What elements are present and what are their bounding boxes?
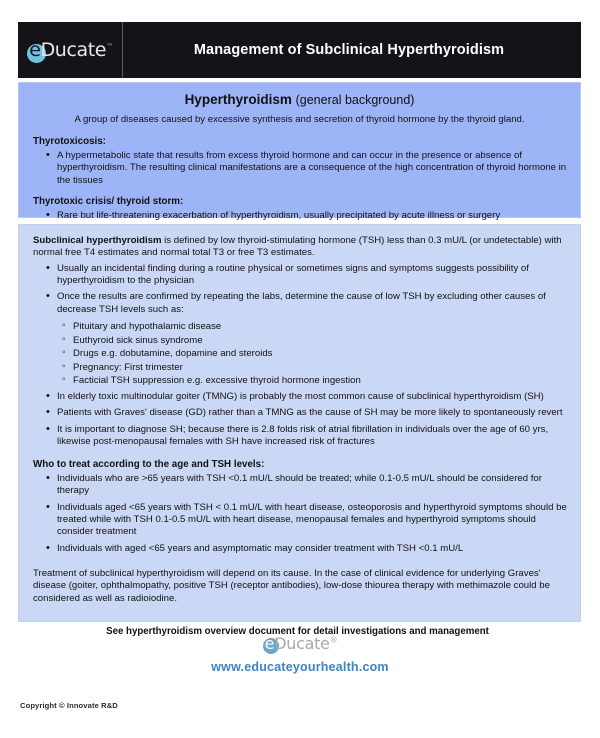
list-item: • A hypermetabolic state that results from excess thyroid hormone and can occur in the presence or absence of hyperthyroidism. The resulting clinical manifestations are a consequence of the high concentration of thyroid hormone in the tissues bbox=[57, 150, 568, 187]
general-background-panel bbox=[18, 82, 581, 221]
list-item: • Rare but life-threatening exacerbation of hyperthyroidism, usually precipitated by acute illness or surgery bbox=[57, 210, 568, 222]
footer-educate-logo-mark bbox=[263, 636, 338, 653]
subclinical-hyperthyroidism-panel bbox=[18, 224, 581, 638]
page-title: Management of Subclinical Hyperthyroidism bbox=[193, 42, 505, 58]
logo-lead-letter: e bbox=[29, 38, 41, 61]
header-logo bbox=[18, 22, 122, 78]
section-title-sub: (general background) bbox=[295, 93, 415, 107]
logo-rest-text: Ducate bbox=[40, 38, 107, 61]
header-title-container bbox=[123, 42, 581, 58]
copyright-notice: Copyright © Innovate R&D bbox=[20, 701, 118, 710]
list-sh-etiology-notes bbox=[31, 391, 568, 448]
section-subtitle: A group of diseases caused by excessive synthesis and secretion of thyroid hormone by the thyroid gland. bbox=[74, 114, 525, 125]
logo-wordmark bbox=[29, 39, 112, 61]
footer-logo bbox=[0, 636, 600, 654]
footer-website-url[interactable]: www.educateyourhealth.com bbox=[211, 660, 389, 674]
footer-registered-icon: ® bbox=[329, 635, 338, 645]
list-item: • Usually an incidental finding during a routine physical or sometimes signs and symptoms suggests possibility of hyperthyroidism to the physician bbox=[57, 263, 568, 288]
logo-trademark-icon: ™ bbox=[106, 42, 113, 51]
list-item: • Individuals with aged <65 years and asymptomatic may consider treatment with TSH <0.1 mU/L bbox=[57, 543, 568, 555]
list-item: • In elderly toxic multinodular goiter (TMNG) is probably the most common cause of subclinical hyperthyroidism (SH) bbox=[57, 391, 568, 403]
list-item: ◦ Facticial TSH suppression e.g. excessive thyroid hormone ingestion bbox=[73, 374, 568, 388]
list-initial-findings bbox=[31, 263, 568, 316]
educate-logo-mark bbox=[27, 38, 113, 61]
panel-footnote: See hyperthyroidism overview document for detail investigations and management bbox=[106, 626, 489, 638]
list-thyrotoxic-crisis bbox=[31, 210, 568, 222]
list-treatment-criteria bbox=[31, 473, 568, 555]
footer-logo-lead-letter: e bbox=[264, 634, 275, 653]
list-item: ◦ Drugs e.g. dobutamine, dopamine and steroids bbox=[73, 347, 568, 361]
list-item: • Once the results are confirmed by repeating the labs, determine the cause of low TSH by excluding other causes of decrease TSH levels such as: bbox=[57, 291, 568, 316]
list-thyrotoxicosis bbox=[31, 150, 568, 187]
definition-term: Subclinical hyperthyroidism bbox=[33, 235, 162, 246]
list-item: ◦ Pregnancy: First trimester bbox=[73, 361, 568, 375]
list-item: • Individuals who are >65 years with TSH <0.1 mU/L should be treated; while 0.1-0.5 mU/L should be considered for therapy bbox=[57, 473, 568, 498]
heading-thyrotoxic-crisis: Thyrotoxic crisis/ thyroid storm: bbox=[33, 195, 184, 207]
heading-thyrotoxicosis: Thyrotoxicosis: bbox=[33, 136, 106, 147]
list-item: • Individuals aged <65 years with TSH < 0.1 mU/L with heart disease, osteoporosis and hyperthyroid symptoms should be treated while with TSH 0.1-0.5 mU/L with heart disease, menopausal females and hyperthyroid symptoms should consider treatment bbox=[57, 502, 568, 539]
list-item: • Patients with Graves' disease (GD) rather than a TMNG as the cause of SH may be more likely to spontaneously revert bbox=[57, 407, 568, 419]
section-title-main: Hyperthyroidism bbox=[184, 92, 292, 107]
footer-logo-wordmark bbox=[265, 634, 338, 653]
list-item: ◦ Euthyroid sick sinus syndrome bbox=[73, 334, 568, 348]
heading-who-to-treat: Who to treat according to the age and TSH levels: bbox=[33, 459, 265, 471]
section-title-hyperthyroidism bbox=[31, 92, 568, 107]
list-item: • It is important to diagnose SH; because there is 2.8 folds risk of atrial fibrillation in individuals over the age of 60 yrs, likewise post-menopausal females with SH have increased risk of fractures bbox=[57, 424, 568, 449]
list-causes-of-decreased-tsh bbox=[31, 320, 568, 388]
footer-logo-rest-text: Ducate bbox=[274, 634, 330, 653]
document-header bbox=[18, 22, 581, 78]
list-item: ◦ Pituitary and hypothalamic disease bbox=[73, 320, 568, 334]
definition-rest: is defined by low thyroid-stimulating hormone (TSH) less than 0.3 mU/L (or undetectable) with normal free T4 estimates and normal total T3 or free T3 estimates. bbox=[33, 235, 562, 259]
definition-paragraph bbox=[31, 235, 568, 260]
closing-paragraph: Treatment of subclinical hyperthyroidism will depend on its cause. In the case of clinical evidence for underlying Graves' disease (goiter, ophthalmopathy, positive TSH (receptor antibodies), low-dose thiourea therapy with methimazole could be considered as well as radioiodine. bbox=[33, 567, 550, 604]
